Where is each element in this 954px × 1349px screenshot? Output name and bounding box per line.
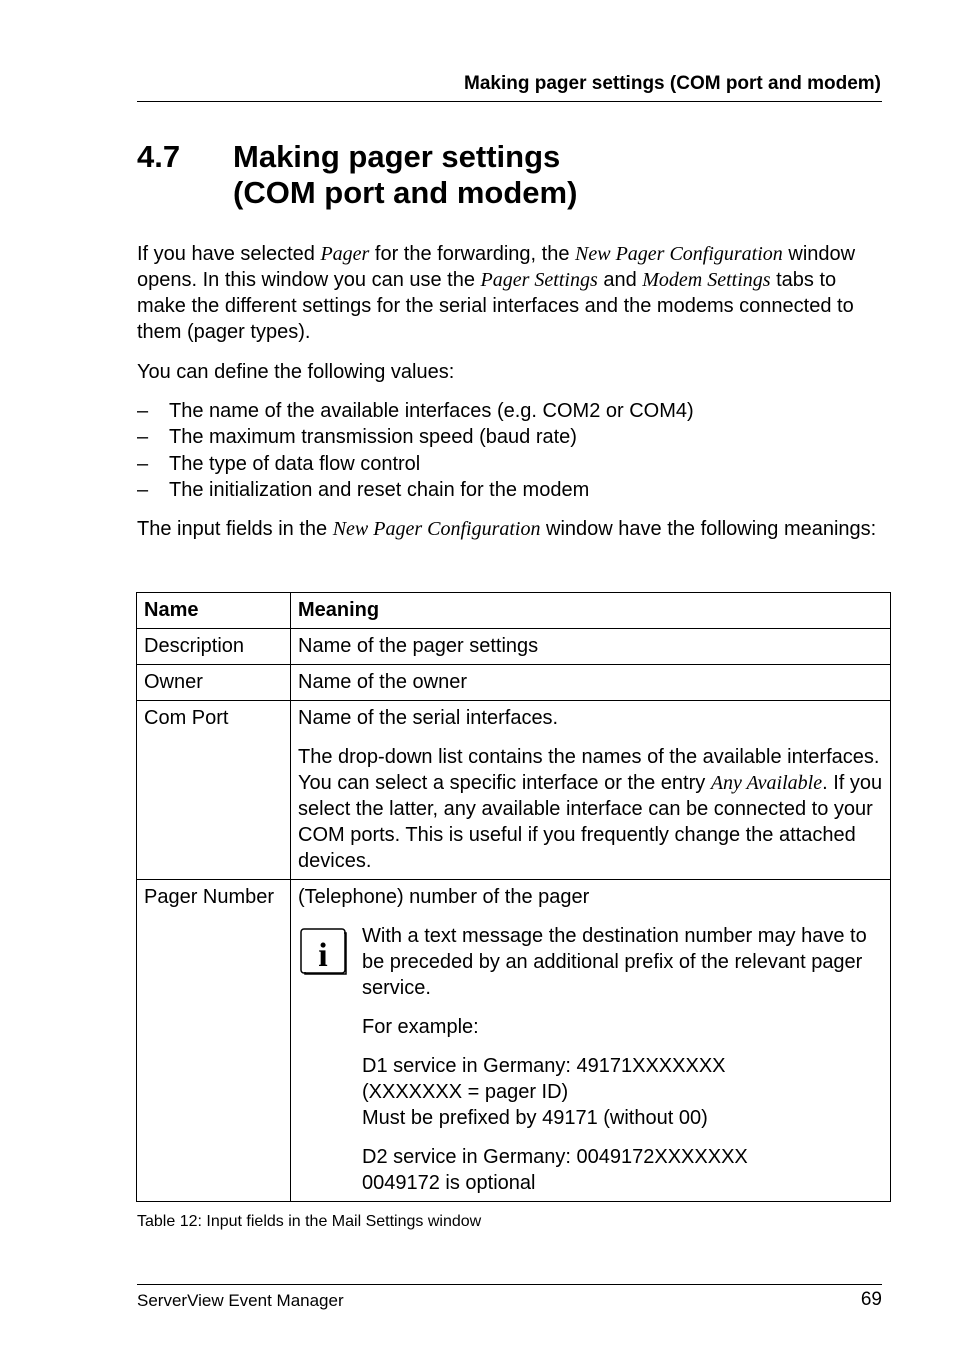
running-header: Making pager settings (COM port and modem)	[464, 73, 881, 94]
example-line: Must be prefixed by 49171 (without 00)	[362, 1107, 708, 1129]
table-row	[137, 665, 891, 701]
intro-text-3: window opens. In this window you can use the	[137, 243, 856, 291]
info-note	[298, 923, 884, 1196]
header-cell-name: Name	[137, 593, 291, 629]
footer-product-name: ServerView Event Manager	[137, 1291, 344, 1310]
meaning-paragraph: (Telephone) number of the pager	[298, 886, 590, 908]
term-new-pager-configuration: New Pager Configuration	[332, 518, 541, 540]
fields-intro-text-1: The input fields in the	[137, 518, 333, 540]
intro-text-1: If you have selected	[137, 243, 321, 265]
field-meaning-cell	[291, 880, 891, 1202]
list-dash: –	[137, 400, 149, 422]
term-modem-settings: Modem Settings	[642, 269, 771, 291]
list-item-text: The initialization and reset chain for the modem	[169, 478, 590, 501]
list-item-text: The maximum transmission speed (baud rate)	[169, 426, 577, 449]
list-dash: –	[137, 452, 149, 475]
list-item-text: The type of data flow control	[169, 452, 421, 475]
intro-text-4: and	[597, 269, 643, 291]
meaning-paragraph	[298, 744, 884, 874]
header-rule	[137, 101, 882, 102]
field-name-cell: Description	[137, 629, 291, 665]
field-name-cell: Owner	[137, 665, 291, 701]
intro-text-5: tabs to make the different settings for the serial interfaces and the modems connected to them (pager types).	[137, 269, 854, 343]
fields-intro-text-2: window have the following meanings:	[540, 518, 877, 540]
term-any-available: Any Available	[710, 772, 823, 794]
note-example-d2	[362, 1144, 884, 1196]
values-list	[137, 398, 882, 503]
list-item	[137, 451, 882, 477]
list-dash: –	[137, 478, 149, 501]
header-cell-meaning: Meaning	[291, 593, 891, 629]
input-fields-table	[136, 592, 891, 1202]
info-icon	[300, 928, 347, 975]
table-caption: Table 12: Input fields in the Mail Settings window	[137, 1213, 482, 1230]
section-title-line2: (COM port and modem)	[233, 175, 578, 210]
term-new-pager-configuration: New Pager Configuration	[575, 243, 783, 265]
note-paragraph: With a text message the destination number may have to be preceded by an additional prefix of the relevant pager service.	[362, 925, 867, 999]
list-item-text: The name of the available interfaces (e.g. COM2 or COM4)	[169, 400, 694, 422]
table-row	[137, 629, 891, 665]
meaning-text: The drop-down list contains the names of the available interfaces. You can select a specific interface or the entry	[298, 746, 880, 794]
note-paragraph: For example:	[362, 1016, 479, 1038]
field-meaning-cell: Name of the owner	[291, 665, 891, 701]
info-icon-glyph: i	[318, 937, 328, 974]
field-meaning-cell: Name of the pager settings	[291, 629, 891, 665]
example-line: D1 service in Germany: 49171XXXXXXX	[362, 1055, 726, 1077]
table-row	[137, 880, 891, 1202]
field-name-cell: Com Port	[137, 701, 291, 880]
list-item	[137, 398, 882, 424]
section-title	[233, 139, 833, 211]
list-item	[137, 477, 882, 503]
meaning-paragraph: Name of the serial interfaces.	[298, 707, 559, 729]
term-pager-settings: Pager Settings	[480, 269, 598, 291]
note-example-d1	[362, 1053, 884, 1131]
list-dash: –	[137, 426, 149, 449]
meaning-text: . If you select the latter, any available interface can be connected to your COM ports. This is useful if you frequently change the attached devices.	[298, 772, 883, 872]
section-title-line1: Making pager settings	[233, 139, 561, 174]
intro-text-2: for the forwarding, the	[369, 243, 576, 265]
intro-paragraph	[137, 241, 882, 345]
field-meaning-cell	[291, 701, 891, 880]
list-item	[137, 424, 882, 450]
table-row	[137, 701, 891, 880]
page-number: 69	[860, 1289, 882, 1310]
field-name-cell: Pager Number	[137, 880, 291, 1202]
table-header-row	[137, 593, 891, 629]
example-line: D2 service in Germany: 0049172XXXXXXX	[362, 1146, 748, 1168]
fields-intro-paragraph	[137, 516, 882, 542]
footer-rule	[137, 1284, 882, 1285]
define-paragraph: You can define the following values:	[137, 361, 455, 383]
example-line: 0049172 is optional	[362, 1172, 536, 1194]
example-line: (XXXXXXX = pager ID)	[362, 1081, 569, 1103]
term-pager: Pager	[320, 243, 370, 265]
section-number: 4.7	[137, 139, 181, 174]
